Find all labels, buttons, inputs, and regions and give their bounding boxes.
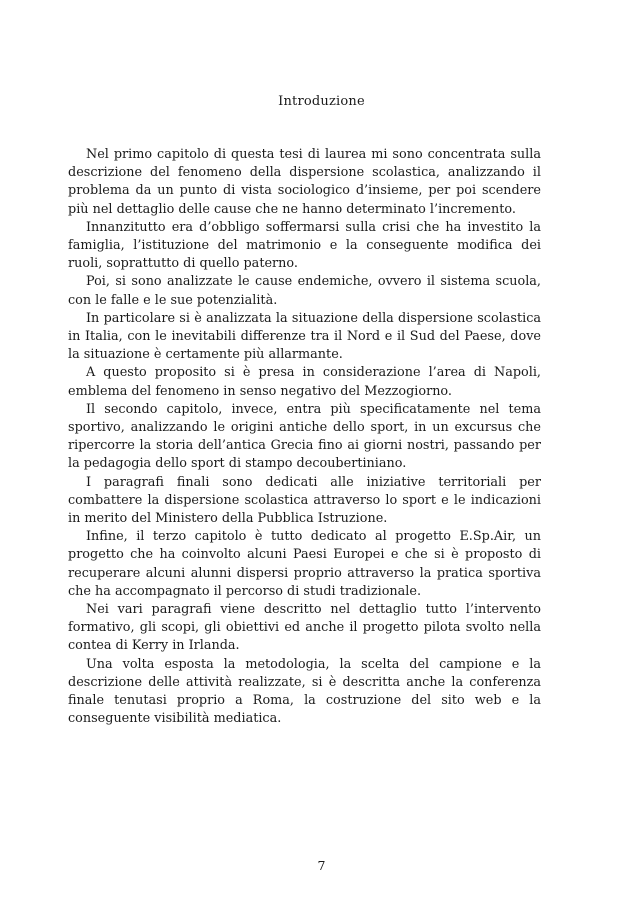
paragraph: A questo proposito si è presa in considerazione l’area di Napoli, emblema del fenomeno in senso negativo del Mezzogiorno. xyxy=(68,365,541,399)
paragraph: Poi, si sono analizzate le cause endemiche, ovvero il sistema scuola, con le falle e le sue potenzialità. xyxy=(68,274,541,308)
paragraph: Il secondo capitolo, invece, entra più specificatamente nel tema sportivo, analizzando le origini antiche dello sport, in un excursus che ripercorre la storia dell’antica Grecia fino ai giorni nostri, passando per la pedagogia dello sport di stampo decoubertiniano. xyxy=(68,401,541,472)
page-number: 7 xyxy=(317,858,326,873)
paragraph: I paragrafi finali sono dedicati alle iniziative territoriali per combattere la dispersione scolastica attraverso lo sport e le indicazioni in merito del Ministero della Pubblica Istruzione. xyxy=(68,474,541,527)
paragraph: In particolare si è analizzata la situazione della dispersione scolastica in Italia, con le inevitabili differenze tra il Nord e il Sud del Paese, dove la situazione è certamente più allarmante. xyxy=(68,310,541,363)
paragraph: Innanzitutto era d’obbligo soffermarsi sulla crisi che ha investito la famiglia, l’istituzione del matrimonio e la conseguente modifica dei ruoli, soprattutto di quello paterno. xyxy=(68,219,541,272)
section-title: Introduzione xyxy=(278,94,365,109)
body-text xyxy=(68,146,541,729)
paragraph: Infine, il terzo capitolo è tutto dedicato al progetto E.Sp.Air, un progetto che ha coinvolto alcuni Paesi Europei e che si è proposto di recuperare alcuni alunni dispersi proprio attraverso la pratica sportiva che ha accompagnato il percorso di studi tradizionale. xyxy=(68,529,541,599)
paragraph: Nel primo capitolo di questa tesi di laurea mi sono concentrata sulla descrizione del fenomeno della dispersione scolastica, analizzando il problema da un punto di vista sociologico d’insieme, per poi scendere più nel dettaglio delle cause che ne hanno determinato l’incremento. xyxy=(68,147,541,217)
paragraph: Nei vari paragrafi viene descritto nel dettaglio tutto l’intervento formativo, gli scopi, gli obiettivi ed anche il progetto pilota svolto nella contea di Kerry in Irlanda. xyxy=(68,602,541,654)
paragraph: Una volta esposta la metodologia, la scelta del campione e la descrizione delle attività realizzate, si è descritta anche la conferenza finale tenutasi proprio a Roma, la costruzione del sito web e la conseguente visibilità mediatica. xyxy=(68,656,541,727)
